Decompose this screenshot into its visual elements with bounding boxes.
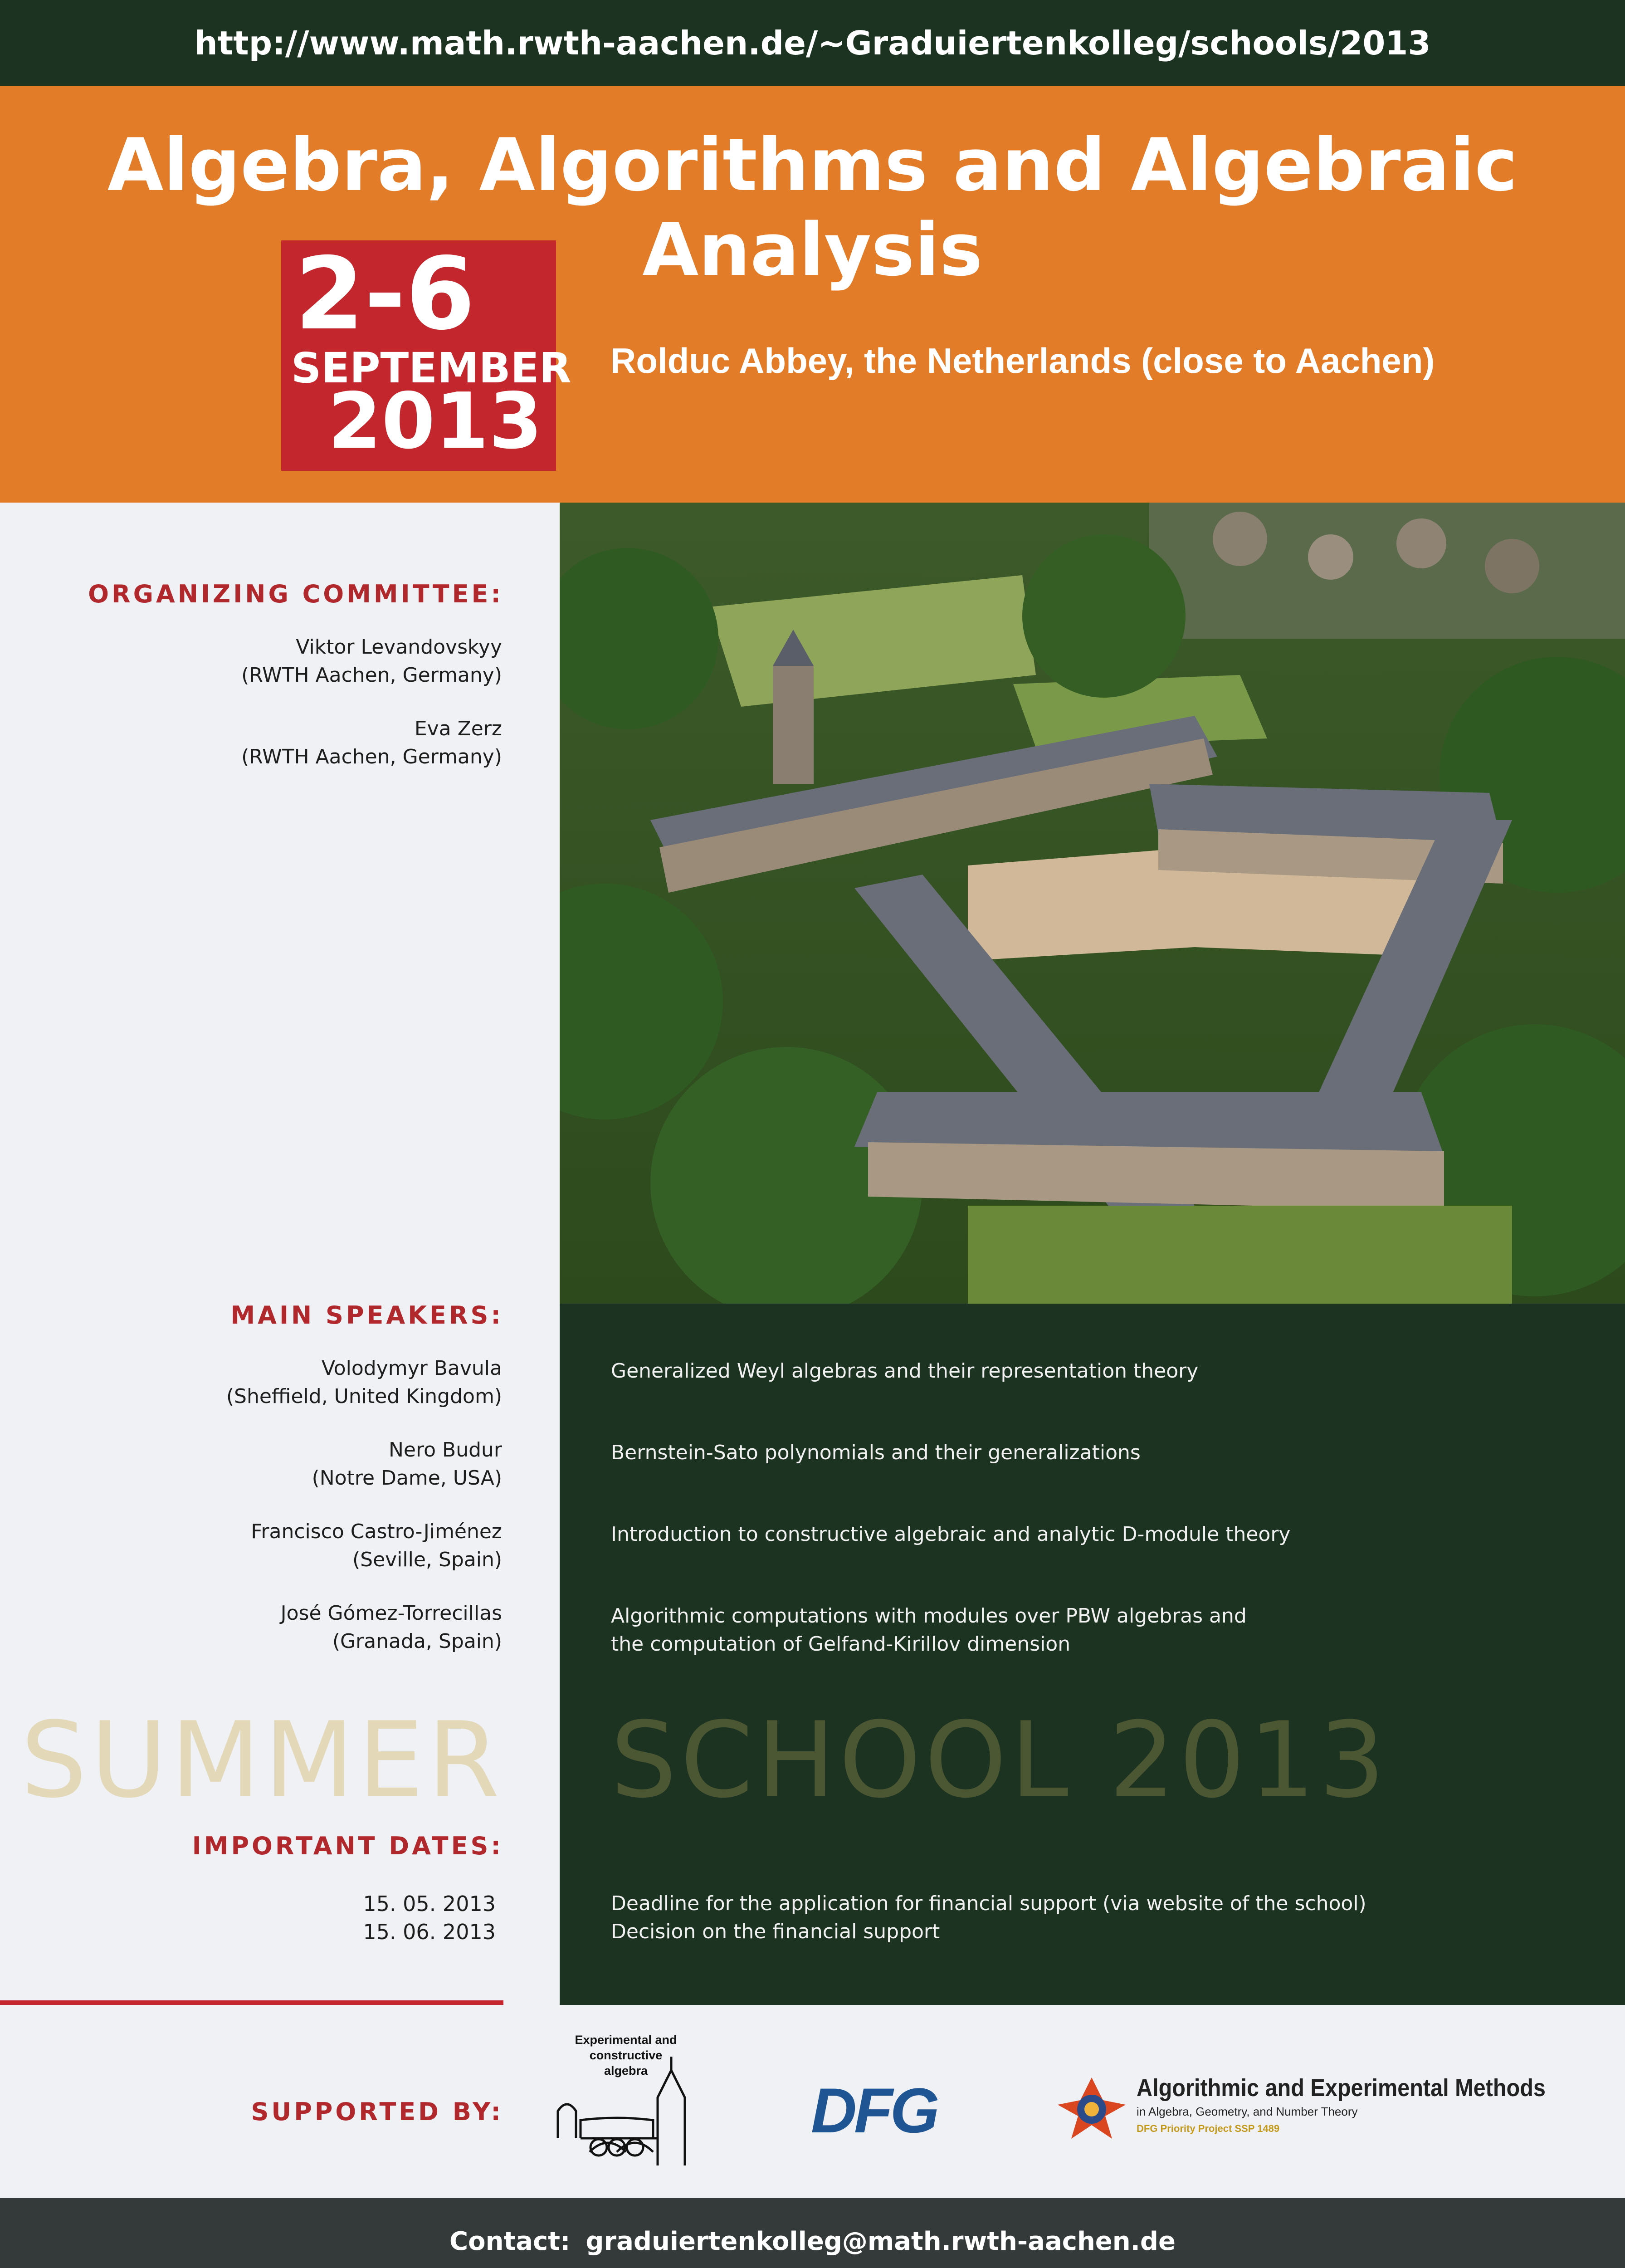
supported-by-label: SUPPORTED BY:	[251, 2097, 503, 2126]
date-value: 15. 05. 2013	[363, 1892, 496, 1916]
top-url-bar	[0, 0, 1625, 86]
organizer-name: Eva Zerz	[414, 717, 502, 740]
speaker-2	[312, 1436, 502, 1492]
school-banner-text: SCHOOL 2013	[610, 1700, 1389, 1821]
contact-footer	[0, 2198, 1625, 2268]
talk-3	[611, 1520, 1290, 1549]
speaker-affiliation: (Granada, Spain)	[332, 1630, 502, 1653]
contact-email[interactable]: graduiertenkolleg@math.rwth-aachen.de	[586, 2226, 1176, 2256]
date-box	[281, 236, 571, 471]
organizing-committee-label: ORGANIZING COMMITTEE:	[88, 580, 503, 608]
organizer-1	[241, 633, 502, 689]
speaker-affiliation: (Sheffield, United Kingdom)	[226, 1385, 502, 1408]
section-divider	[0, 2000, 503, 2005]
date-description: Deadline for the application for financial support (via website of the school)	[611, 1892, 1366, 1915]
summer-banner-text: SUMMER	[20, 1700, 503, 1821]
aem-project: DFG Priority Project SSP 1489	[1137, 2123, 1280, 2134]
organizer-name: Viktor Levandovskyy	[296, 635, 502, 659]
talk-title-line: the computation of Gelfand-Kirillov dimension	[611, 1633, 1071, 1656]
header-banner	[0, 86, 1625, 503]
talk-title-line: Introduction to constructive algebraic and analytic D-module theory	[611, 1523, 1291, 1546]
speaker-name: Francisco Castro-Jiménez	[251, 1520, 502, 1543]
speaker-name: Nero Budur	[389, 1438, 502, 1461]
talk-title-line: Bernstein-Sato polynomials and their generalizations	[611, 1441, 1141, 1464]
talk-title-line: Generalized Weyl algebras and their representation theory	[611, 1359, 1199, 1383]
aem-title: Algorithmic and Experimental Methods	[1137, 2074, 1546, 2102]
date-year: 2013	[327, 376, 542, 466]
date-month: SEPTEMBER	[291, 344, 571, 392]
aem-subtitle: in Algebra, Geometry, and Number Theory	[1137, 2105, 1358, 2118]
talk-1	[611, 1357, 1198, 1385]
contact-label: Contact:	[449, 2226, 571, 2256]
speaker-name: José Gómez-Torrecillas	[280, 1602, 502, 1625]
aem-fractal-logo-icon	[1053, 2073, 1130, 2141]
abbey-aerial-photo	[560, 503, 1625, 1304]
main-speakers-label: MAIN SPEAKERS:	[230, 1301, 503, 1330]
organizer-affiliation: (RWTH Aachen, Germany)	[241, 664, 502, 687]
date-value: 15. 06. 2013	[363, 1920, 496, 1944]
talk-4	[611, 1602, 1247, 1658]
important-dates-list	[363, 1890, 496, 1946]
talk-title-line: Algorithmic computations with modules over PBW algebras and	[611, 1604, 1247, 1628]
speaker-1	[226, 1354, 502, 1411]
dfg-logo: DFG	[811, 2075, 937, 2146]
organizer-affiliation: (RWTH Aachen, Germany)	[241, 745, 502, 768]
date-days: 2-6	[295, 236, 475, 352]
important-dates-descriptions	[611, 1890, 1366, 1946]
venue: Rolduc Abbey, the Netherlands (close to Aachen)	[610, 341, 1435, 381]
event-title: Algebra, Algorithms and Algebraic Analysis	[107, 122, 1518, 292]
speaker-affiliation: (Notre Dame, USA)	[312, 1466, 502, 1490]
speaker-3	[251, 1518, 502, 1574]
website-url[interactable]: http://www.math.rwth-aachen.de/~Graduiertenkolleg/schools/2013	[194, 24, 1431, 62]
talk-2	[611, 1439, 1141, 1467]
speaker-4	[281, 1599, 502, 1656]
speaker-affiliation: (Seville, Spain)	[352, 1548, 502, 1571]
important-dates-label: IMPORTANT DATES:	[192, 1832, 503, 1860]
organizer-2	[241, 715, 502, 771]
eca-logo-text: Experimental and constructive algebra	[575, 2033, 677, 2077]
eca-church-logo-icon	[549, 2029, 712, 2165]
speaker-name: Volodymyr Bavula	[322, 1357, 502, 1380]
date-description: Decision on the financial support	[611, 1920, 940, 1943]
